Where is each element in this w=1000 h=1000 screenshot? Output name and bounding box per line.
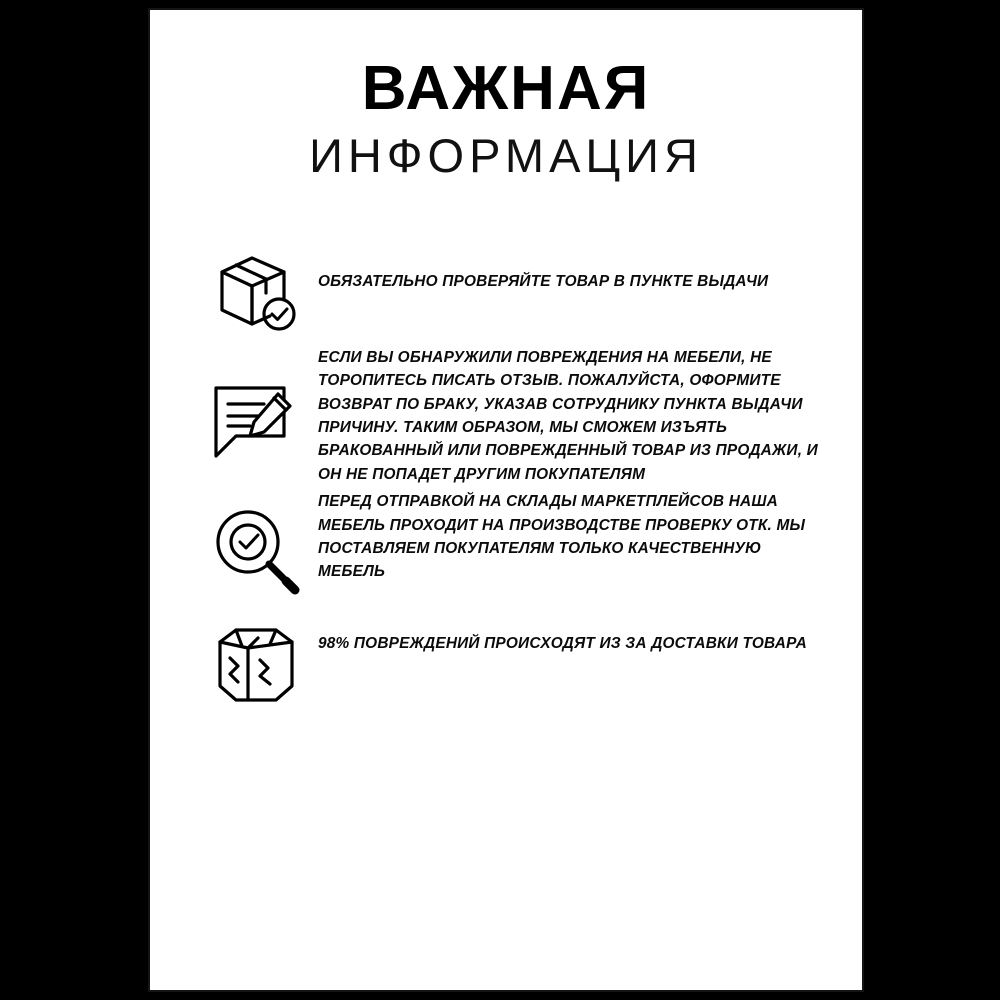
chat-edit-icon xyxy=(194,346,318,480)
magnifier-check-icon xyxy=(194,486,318,606)
list-item xyxy=(150,606,862,720)
list-item xyxy=(150,346,862,486)
page-title: ВАЖНАЯ xyxy=(361,54,651,123)
list-item-text: ПЕРЕД ОТПРАВКОЙ НА СКЛАДЫ МАРКЕТПЛЕЙСОВ НАША МЕБЕЛЬ ПРОХОДИТ НА ПРОИЗВОДСТВЕ ПРОВЕРКУ ОТК. МЫ ПОСТАВЛЯЕМ ПОКУПАТЕЛЯМ ТОЛЬКО КАЧЕСТВЕННУЮ МЕБЕЛЬ xyxy=(318,493,806,581)
box-check-icon xyxy=(194,234,318,346)
poster-title-block xyxy=(150,54,862,182)
list-item-text: ОБЯЗАТЕЛЬНО ПРОВЕРЯЙТЕ ТОВАР В ПУНКТЕ ВЫДАЧИ xyxy=(318,272,769,290)
list-item-text: ЕСЛИ ВЫ ОБНАРУЖИЛИ ПОВРЕЖДЕНИЯ НА МЕБЕЛИ, НЕ ТОРОПИТЕСЬ ПИСАТЬ ОТЗЫВ. ПОЖАЛУЙСТА, ОФОРМИТЕ ВОЗВРАТ ПО БРАКУ, УКАЗАВ СОТРУДНИКУ ПУНКТА ВЫДАЧИ ПРИЧИНУ. ТАКИМ ОБРАЗОМ, МЫ СМОЖЕМ ИЗЪЯТЬ БРАКОВАННЫЙ ИЛИ ПОВРЕЖДЕННЫЙ ТОВАР ИЗ ПРОДАЖИ, И ОН НЕ ПОПАДЕТ ДРУГИМ ПОКУПАТЕЛЯМ xyxy=(318,348,818,483)
list-item-text: 98% ПОВРЕЖДЕНИЙ ПРОИСХОДЯТ ИЗ ЗА ДОСТАВКИ ТОВАРА xyxy=(318,635,807,653)
poster-sheet xyxy=(148,8,864,992)
page-subtitle: ИНФОРМАЦИЯ xyxy=(309,129,703,182)
info-list xyxy=(150,234,862,720)
damaged-box-icon xyxy=(194,606,318,720)
list-item xyxy=(150,486,862,606)
list-item xyxy=(150,234,862,346)
